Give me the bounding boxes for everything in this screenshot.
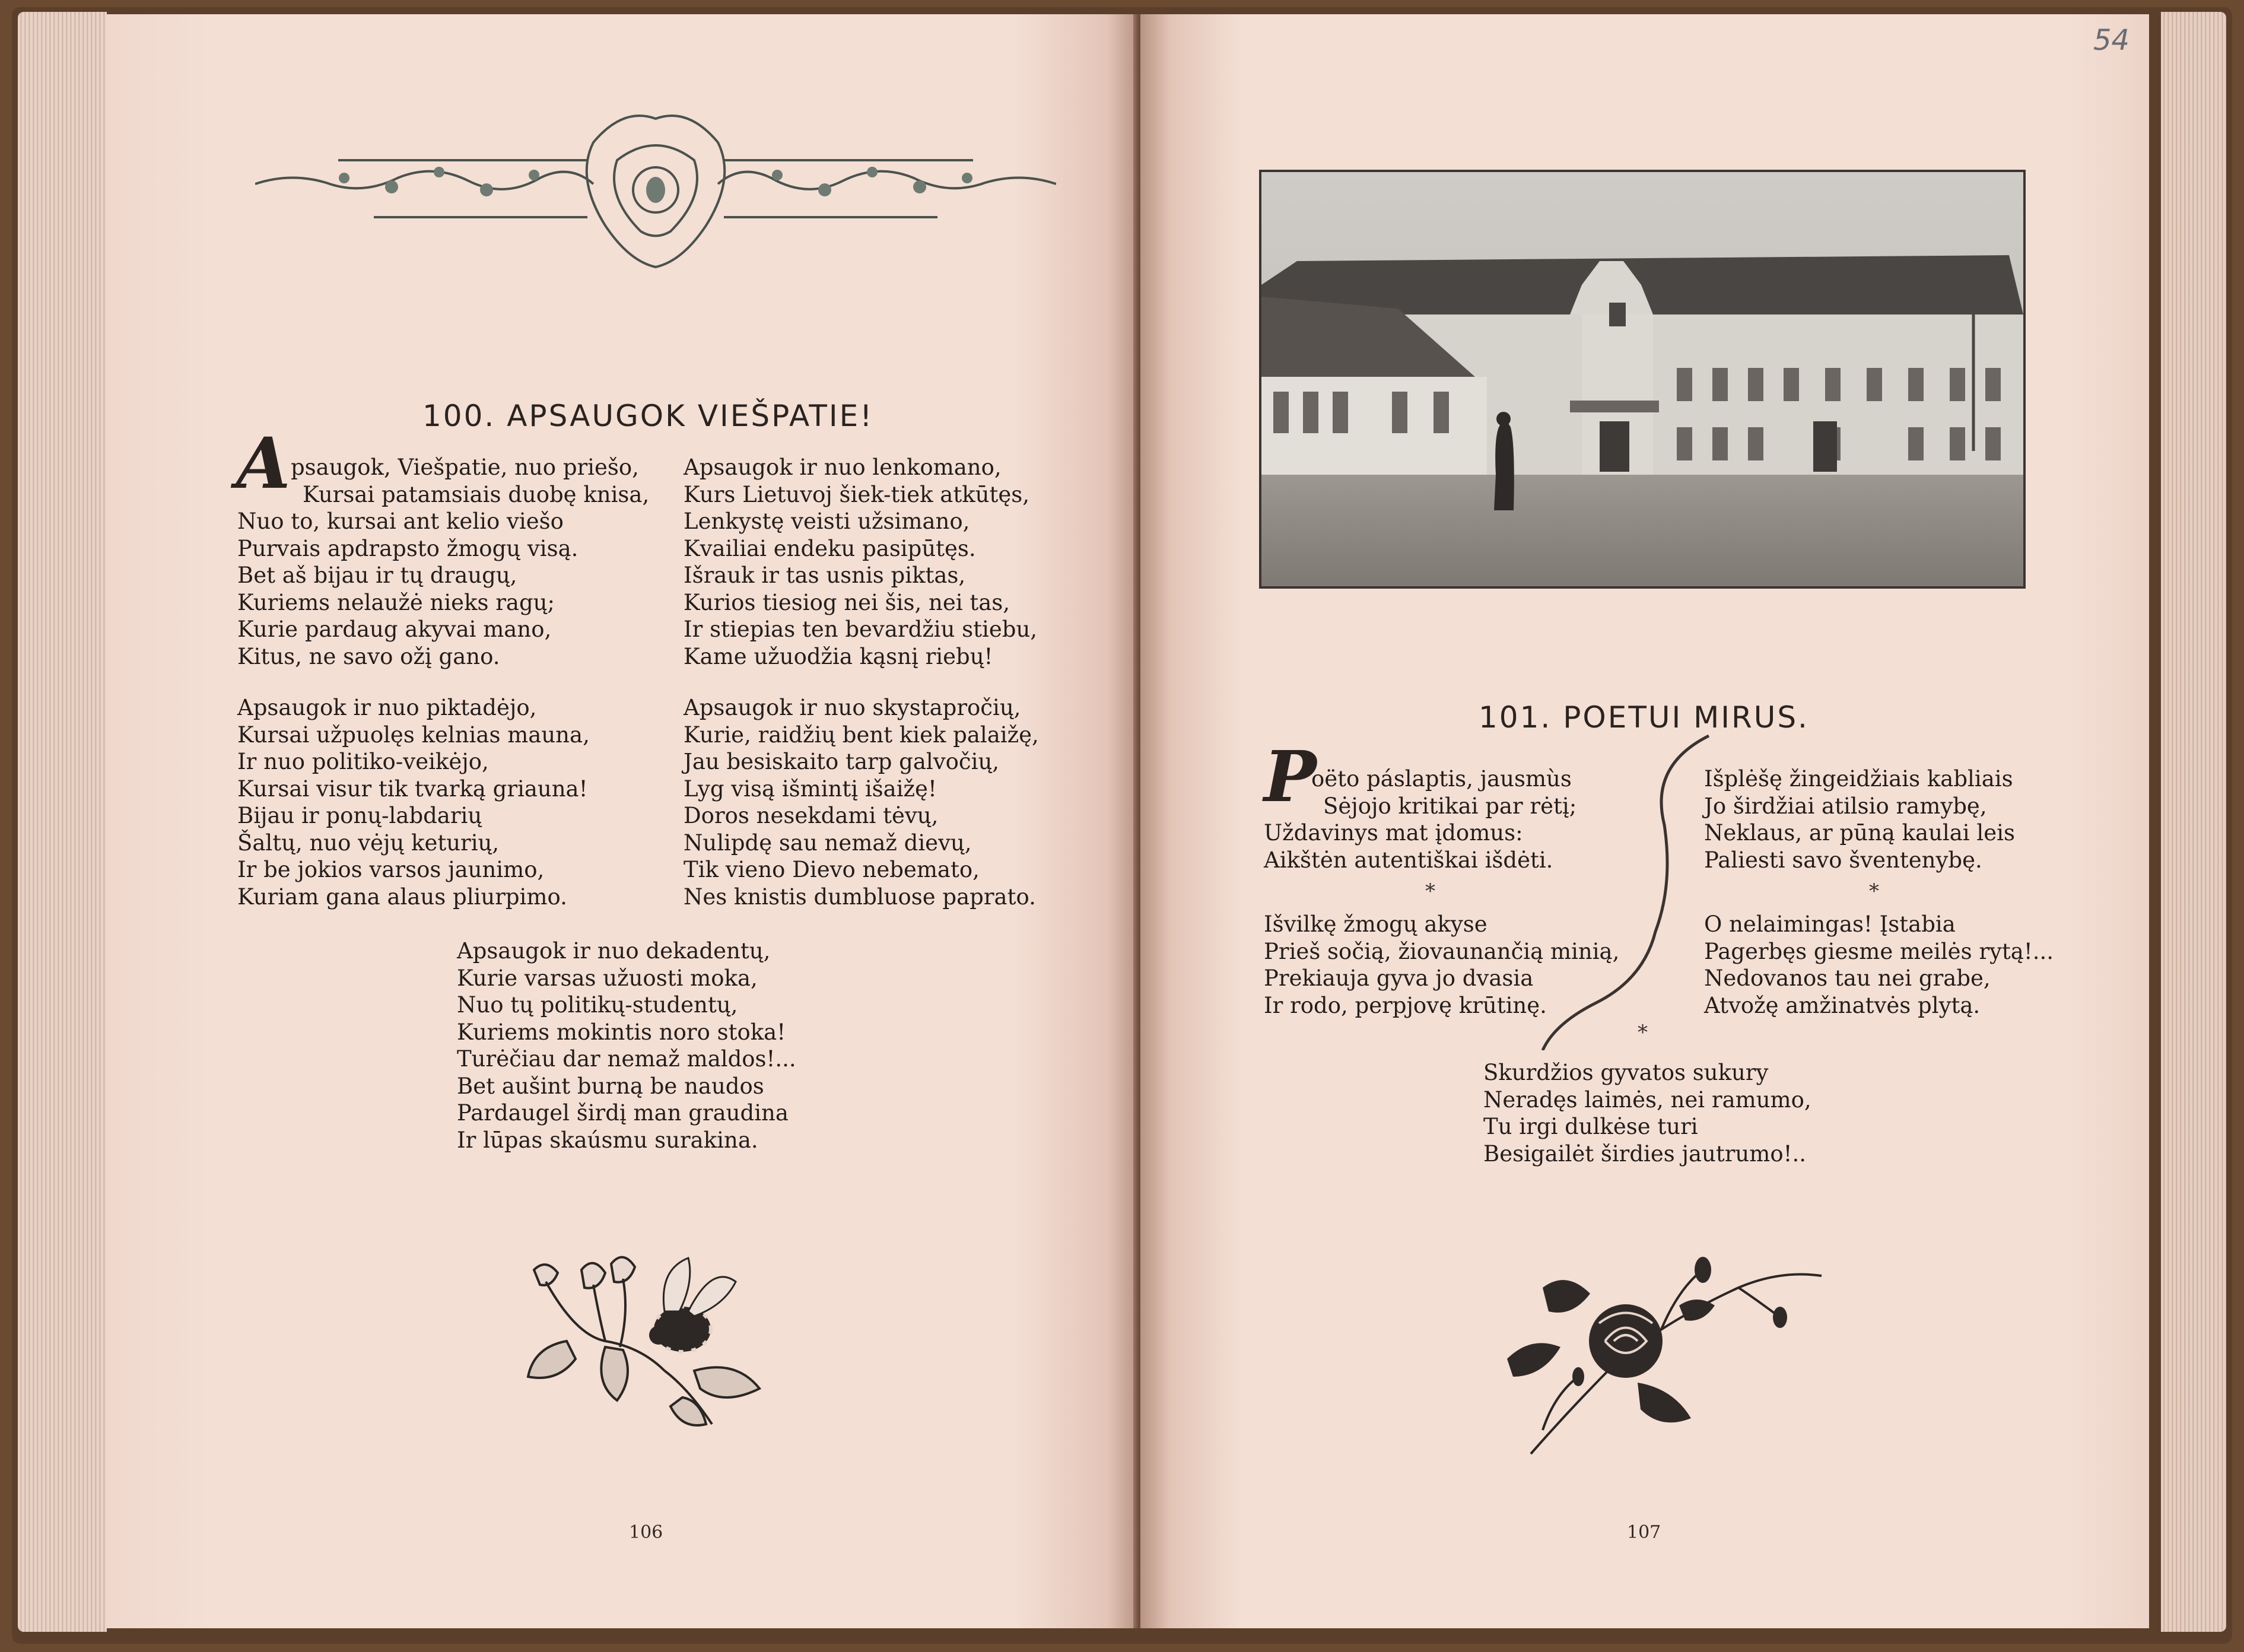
verse-line: Tik vieno Dievo nebemato, <box>684 857 980 882</box>
verse-line: Kuriems nelaužė nieks ragų; <box>237 589 555 615</box>
verse-line: Nes knistis dumbluose paprato. <box>684 884 1036 910</box>
left-col1-stanza2 <box>237 694 590 910</box>
left-col1-stanza1 <box>237 454 649 670</box>
verse-line: Neklaus, ar pūną kaulai leis <box>1704 820 2015 846</box>
verse-line: Sėjojo kritikai par rėtį; <box>1323 793 1577 819</box>
verse-line: Jo širdžiai atilsio ramybę, <box>1704 793 1987 819</box>
verse-line: O nelaimingas! Įstabia <box>1704 911 1956 937</box>
verse-line: Kurs Lietuvoj šiek-tiek atkūtęs, <box>684 481 1029 507</box>
verse-line: Ir rodo, perpjovę krūtinę. <box>1264 992 1547 1018</box>
verse-line: oëto páslaptis, jausmùs <box>1311 766 1572 792</box>
right-center-stanza <box>1483 1059 1811 1167</box>
verse-line: Tu irgi dulkėse turi <box>1483 1114 1698 1139</box>
verse-line: Kursai užpuolęs kelnias mauna, <box>237 722 590 748</box>
verse-line: Kursai visur tik tvarką griauna! <box>237 776 588 802</box>
verse-line: Ir nuo politiko-veikėjo, <box>237 749 489 774</box>
verse-line: Prekiauja gyva jo dvasia <box>1264 965 1534 991</box>
verse-line: Ir lūpas skaúsmu surakina. <box>457 1127 758 1153</box>
verse-line: Lenkystę veisti užsimano, <box>684 509 970 534</box>
verse-line: Pardaugel širdį man graudina <box>457 1100 789 1126</box>
verse-line: Bet aš bijau ir tų draugų, <box>237 563 517 588</box>
verse-line: Išvilkę žmogų akyse <box>1264 911 1487 937</box>
header-ornament <box>255 107 1056 273</box>
verse-line: Kurie pardaug akyvai mano, <box>237 617 552 642</box>
verse-line: Jau besiskaito tarp galvočių, <box>684 749 1000 774</box>
verse-line: Turėčiau dar nemaž maldos!... <box>457 1046 796 1072</box>
left-page-edges <box>18 12 107 1632</box>
verse-line: Apsaugok ir nuo dekadentų, <box>457 938 771 964</box>
page-number-106: 106 <box>629 1522 663 1543</box>
bee-blossom-vignette <box>510 1246 789 1436</box>
verse-line: Šaltų, nuo vėjų keturių, <box>237 830 500 856</box>
verse-line: Nuo to, kursai ant kelio viešo <box>237 509 564 534</box>
section-star: * <box>1425 879 1435 903</box>
verse-line: Bijau ir ponų-labdarių <box>237 803 482 828</box>
section-star: * <box>1638 1021 1648 1044</box>
verse-line: psaugok, Viešpatie, nuo priešo, <box>291 455 639 480</box>
verse-line: Pagerbęs giesme meilės rytą!... <box>1704 938 2054 964</box>
right-page-edges <box>2161 12 2226 1632</box>
verse-line: Bet aušint burną be naudos <box>457 1073 764 1099</box>
left-col2-stanza2 <box>684 694 1039 910</box>
left-center-stanza <box>457 938 796 1154</box>
page-number-107: 107 <box>1627 1522 1661 1543</box>
verse-line: Doros nesekdami tėvų, <box>684 803 939 828</box>
verse-line: Besigailėt širdies jautrumo!.. <box>1483 1140 1807 1167</box>
verse-line: Kuriems mokintis noro stoka! <box>457 1019 786 1045</box>
verse-line: Kuriam gana alaus pliurpimo. <box>237 884 567 910</box>
verse-line: Neradęs laimės, nei ramumo, <box>1483 1086 1811 1113</box>
verse-line: Išrauk ir tas usnis piktas, <box>684 563 966 588</box>
verse-line: Prieš sočią, žiovaunančią minią, <box>1264 938 1620 964</box>
verse-line: Apsaugok ir nuo lenkomano, <box>684 455 1002 480</box>
verse-line: Apsaugok ir nuo piktadėjo, <box>237 695 537 720</box>
verse-line: Kvailiai endeku pasipūtęs. <box>684 535 976 561</box>
verse-line: Uždavinys mat įdomus: <box>1264 820 1523 846</box>
verse-line: Kurie varsas užuosti moka, <box>457 965 758 991</box>
rose-vignette <box>1483 1252 1827 1466</box>
verse-line: Atvožę amžinatvės plytą. <box>1704 992 1981 1018</box>
poem-title-101: 101. POETUI MIRUS. <box>1479 700 1809 735</box>
verse-line: Ir stiepias ten bevardžiu stiebu, <box>684 617 1038 642</box>
verse-line: Nedovanos tau nei grabe, <box>1704 965 1991 991</box>
handwritten-folio-number: 54 <box>2093 24 2130 57</box>
drop-cap-A: A <box>236 422 291 504</box>
verse-line: Kursai patamsiais duobę knisa, <box>303 481 650 507</box>
verse-line: Skurdžios gyvatos sukury <box>1483 1060 1769 1085</box>
verse-line: Kurios tiesiog nei šis, nei tas, <box>684 589 1010 615</box>
manor-photograph <box>1259 170 2026 589</box>
verse-line: Aikštėn autentiškai išdėti. <box>1264 847 1553 873</box>
verse-line: Purvais apdrapsto žmogų visą. <box>237 535 579 561</box>
right-col2-stanza2 <box>1704 911 2054 1019</box>
left-col2-stanza1 <box>684 454 1037 670</box>
handdrawn-divider-line <box>1531 730 1733 1050</box>
drop-cap-P: P <box>1264 735 1317 818</box>
verse-line: Nuo tų politikų-studentų, <box>457 992 738 1018</box>
verse-line: Išplėšę žingeidžiais kabliais <box>1704 766 2013 792</box>
verse-line: Nulipdę sau nemaž dievų, <box>684 830 972 856</box>
verse-line: Lyg visą išmintį išaižę! <box>684 776 937 802</box>
right-col2-stanza1 <box>1704 765 2015 873</box>
verse-line: Kurie, raidžių bent kiek palaižę, <box>684 722 1039 748</box>
right-col1-stanza1 <box>1264 765 1576 873</box>
poem-title-100: 100. APSAUGOK VIEŠPATIE! <box>422 399 874 433</box>
verse-line: Ir be jokios varsos jaunimo, <box>237 857 545 882</box>
section-star: * <box>1869 879 1879 903</box>
verse-line: Apsaugok ir nuo skystapročių, <box>684 695 1021 720</box>
verse-line: Paliesti savo šventenybę. <box>1704 847 1982 873</box>
verse-line: Kitus, ne savo ožį gano. <box>237 643 500 669</box>
verse-line: Kame užuodžia kąsnį riebų! <box>684 643 993 669</box>
